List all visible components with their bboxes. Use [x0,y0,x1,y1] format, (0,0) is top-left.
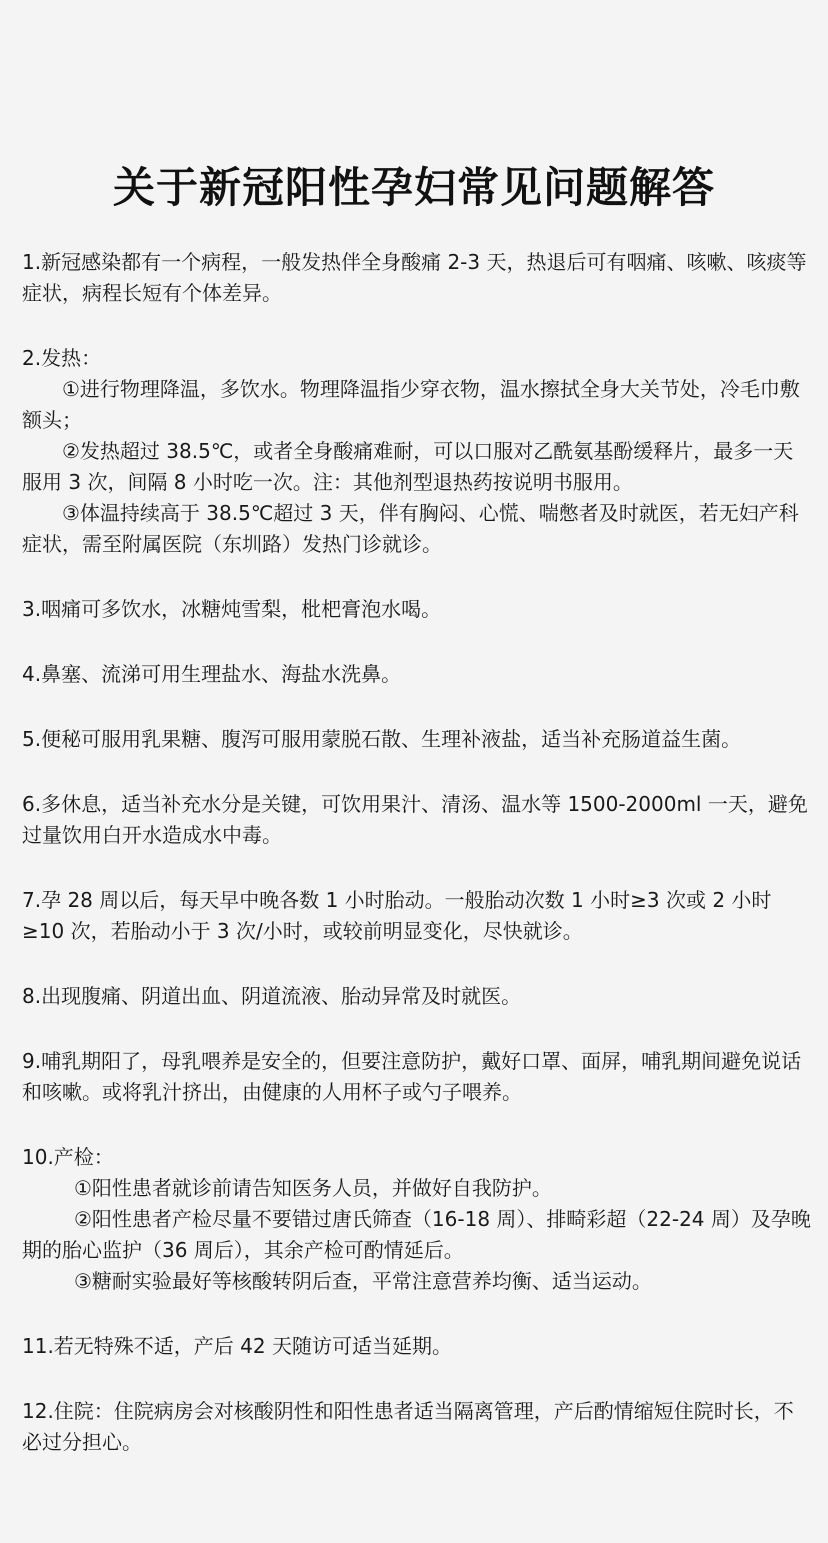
item-text: 3.咽痛可多饮水，冰糖炖雪梨，枇杷膏泡水喝。 [22,597,442,621]
document-title: 关于新冠阳性孕妇常见问题解答 [112,163,715,213]
item-subpoint: ②发热超过 38.5℃，或者全身酸痛难耐，可以口服对乙酰氨基酚缓释片，最多一天服用 3 次，间隔 8 小时吃一次。注：其他剂型退热药按说明书服用。 [22,439,794,494]
item-subpoint: ③糖耐实验最好等核酸转阴后查，平常注意营养均衡、适当运动。 [74,1269,652,1293]
qa-item-9 [22,1046,812,1108]
item-text: 8.出现腹痛、阴道出血、阴道流液、胎动异常及时就医。 [22,984,522,1008]
qa-item-1 [22,247,812,309]
qa-item-12 [22,1396,812,1458]
document-body [22,247,812,1492]
qa-item-6 [22,789,812,851]
item-text: 6.多休息，适当补充水分是关键，可饮用果汁、清汤、温水等 1500-2000ml 一天，避免过量饮用白开水造成水中毒。 [22,792,808,847]
item-text: 9.哺乳期阳了，母乳喂养是安全的，但要注意防护，戴好口罩、面屏，哺乳期间避免说话和咳嗽。或将乳汁挤出，由健康的人用杯子或勺子喂养。 [22,1049,802,1104]
item-heading: 10.产检： [22,1145,114,1169]
qa-item-5 [22,724,812,755]
item-text: 1.新冠感染都有一个病程，一般发热伴全身酸痛 2-3 天，热退后可有咽痛、咳嗽、咳痰等症状，病程长短有个体差异。 [22,250,807,305]
qa-item-11 [22,1331,812,1362]
item-subpoint: ②阳性患者产检尽量不要错过唐氏筛查（16-18 周）、排畸彩超（22-24 周）及孕晚期的胎心监护（36 周后），其余产检可酌情延后。 [22,1207,811,1262]
item-subpoint: ①进行物理降温，多饮水。物理降温指少穿衣物，温水擦拭全身大关节处，冷毛巾敷额头； [22,377,800,432]
qa-item-2 [22,343,812,560]
item-text: 11.若无特殊不适，产后 42 天随访可适当延期。 [22,1334,452,1358]
item-heading: 2.发热： [22,346,102,370]
item-text: 4.鼻塞、流涕可用生理盐水、海盐水洗鼻。 [22,662,402,686]
qa-item-8 [22,981,812,1012]
qa-item-10 [22,1142,812,1297]
item-text: 5.便秘可服用乳果糖、腹泻可服用蒙脱石散、生理补液盐，适当补充肠道益生菌。 [22,727,742,751]
item-subpoint: ③体温持续高于 38.5℃超过 3 天，伴有胸闷、心慌、喘憋者及时就医，若无妇产科症状，需至附属医院（东圳路）发热门诊就诊。 [22,501,799,556]
qa-item-3 [22,594,812,625]
qa-item-7 [22,885,812,947]
item-subpoint: ①阳性患者就诊前请告知医务人员，并做好自我防护。 [74,1176,552,1200]
item-text: 7.孕 28 周以后，每天早中晚各数 1 小时胎动。一般胎动次数 1 小时≥3 次或 2 小时≥10 次，若胎动小于 3 次/小时，或较前明显变化，尽快就诊。 [22,888,772,943]
item-text: 12.住院：住院病房会对核酸阴性和阳性患者适当隔离管理，产后酌情缩短住院时长，不必过分担心。 [22,1399,794,1454]
qa-item-4 [22,659,812,690]
